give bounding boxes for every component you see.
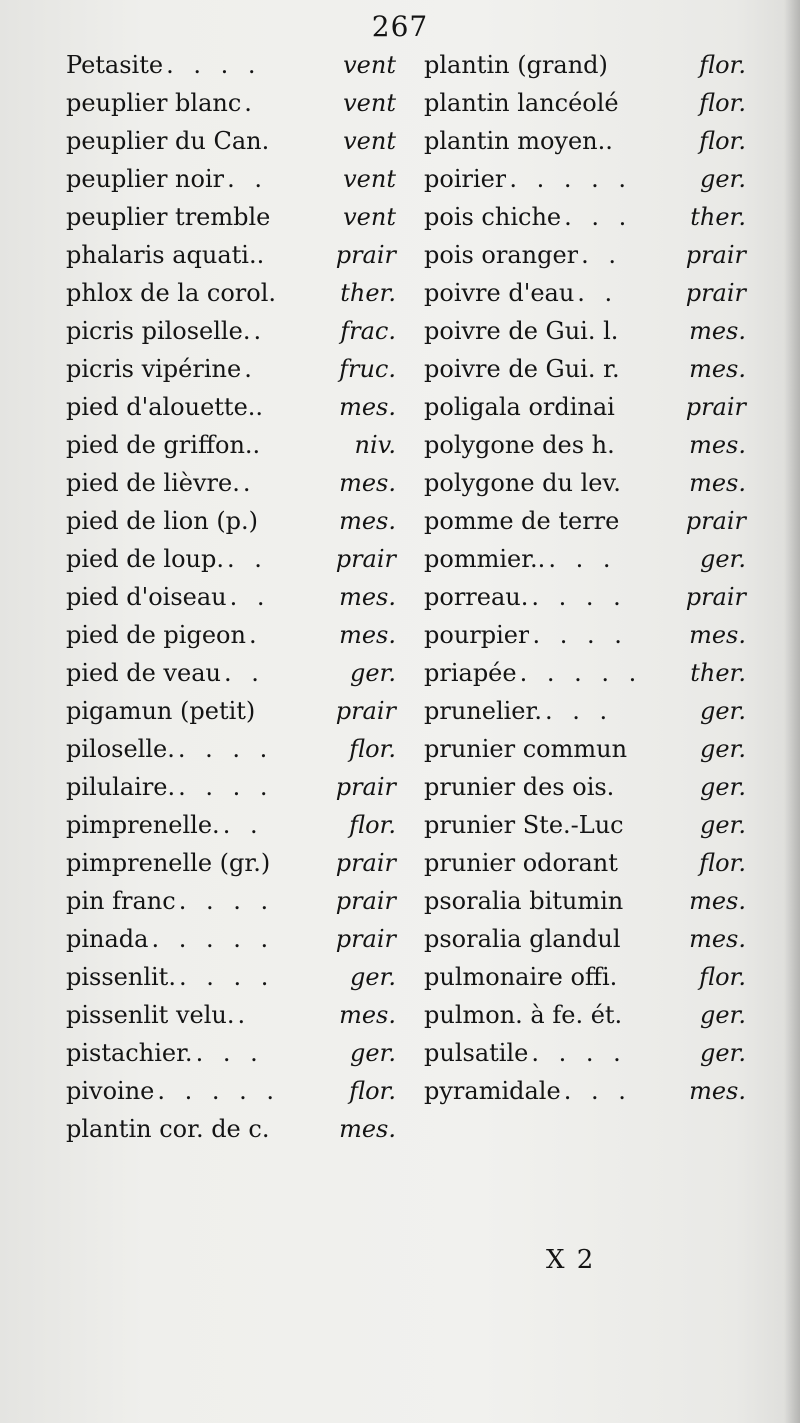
entry-name: pomme de terre: [424, 507, 620, 535]
entry-abbreviation: prair: [335, 849, 396, 877]
entry-abbreviation: mes.: [339, 1001, 396, 1029]
entry-abbreviation: flor.: [349, 735, 396, 763]
dot-leader: . . . .: [531, 583, 627, 611]
entry-name: peuplier blanc: [66, 89, 242, 117]
entry-abbreviation: prair: [685, 279, 746, 307]
entry-name: pyramidale: [424, 1077, 561, 1105]
entry-abbreviation: ger.: [349, 1039, 396, 1067]
entry-name: pied de lion (p.): [66, 507, 259, 535]
entry-name: pissenlit velu.: [66, 1001, 235, 1029]
index-entry: [66, 502, 396, 540]
entry-abbreviation: mes.: [689, 925, 746, 953]
entry-name: prunier odorant: [424, 849, 618, 877]
entry-abbreviation: ger.: [699, 1039, 746, 1067]
entry-abbreviation: prair: [335, 887, 396, 915]
index-entry: [66, 540, 396, 578]
entry-name: pivoine: [66, 1077, 155, 1105]
entry-name: pied d'alouette..: [66, 393, 264, 421]
dot-leader: . .: [227, 545, 268, 573]
entry-name: pimprenelle.: [66, 811, 220, 839]
index-entry: [424, 654, 746, 692]
dot-leader: . . . .: [532, 621, 628, 649]
entry-abbreviation: prair: [685, 507, 746, 535]
index-entry: [424, 996, 746, 1034]
index-entry: [66, 1034, 396, 1072]
entry-name: pin franc: [66, 887, 176, 915]
entry-abbreviation: mes.: [339, 393, 396, 421]
entry-abbreviation: prair: [335, 925, 396, 953]
entry-abbreviation: vent: [343, 89, 396, 117]
entry-name: peuplier tremble: [66, 203, 271, 231]
dot-leader: . . . . .: [519, 659, 643, 687]
index-entry: [424, 844, 746, 882]
index-entry: [424, 122, 746, 160]
entry-name: pimprenelle (gr.): [66, 849, 271, 877]
index-entry: [424, 920, 746, 958]
entry-name: pulsatile: [424, 1039, 529, 1067]
entry-abbreviation: mes.: [689, 355, 746, 383]
entry-name: phlox de la corol.: [66, 279, 277, 307]
index-entry: [66, 388, 396, 426]
entry-name: plantin moyen..: [424, 127, 613, 155]
index-entry: [424, 616, 746, 654]
entry-abbreviation: vent: [343, 165, 396, 193]
entry-abbreviation: mes.: [689, 621, 746, 649]
entry-abbreviation: mes.: [339, 1115, 396, 1143]
entry-abbreviation: flor.: [699, 963, 746, 991]
index-entry: [66, 122, 396, 160]
entry-abbreviation: ther.: [690, 203, 746, 231]
entry-abbreviation: ger.: [699, 697, 746, 725]
index-entry: [424, 540, 746, 578]
dot-leader: . . . .: [178, 963, 275, 991]
entry-name: prunier Ste.-Luc: [424, 811, 624, 839]
entry-abbreviation: vent: [343, 51, 396, 79]
index-entry: [424, 1072, 746, 1110]
index-entry: [66, 958, 396, 996]
entry-name: phalaris aquati..: [66, 241, 265, 269]
dot-leader: . .: [581, 241, 623, 269]
dot-leader: . .: [227, 165, 268, 193]
entry-name: plantin (grand): [424, 51, 608, 79]
entry-abbreviation: prair: [335, 545, 396, 573]
index-entry: [424, 1034, 746, 1072]
entry-abbreviation: mes.: [689, 887, 746, 915]
index-entry: [424, 350, 746, 388]
entry-name: pois oranger: [424, 241, 579, 269]
entry-name: piloselle.: [66, 735, 175, 763]
entry-abbreviation: flor.: [349, 1077, 396, 1105]
dot-leader: . . . .: [178, 887, 275, 915]
signature-mark: X 2: [546, 1245, 596, 1275]
entry-abbreviation: mes.: [339, 469, 396, 497]
entry-name: psoralia glandul: [424, 925, 621, 953]
entry-abbreviation: vent: [343, 127, 396, 155]
entry-abbreviation: mes.: [689, 1077, 746, 1105]
entry-name: pied de griffon..: [66, 431, 261, 459]
index-entry: [66, 692, 396, 730]
index-entry: [66, 464, 396, 502]
index-entry: [66, 160, 396, 198]
index-entry: [424, 426, 746, 464]
entry-abbreviation: mes.: [689, 431, 746, 459]
dot-leader: .: [244, 89, 258, 117]
entry-name: picris vipérine: [66, 355, 242, 383]
entry-name: pois chiche: [424, 203, 562, 231]
index-entry: [66, 996, 396, 1034]
dot-leader: . . . . .: [157, 1077, 281, 1105]
dot-leader: . . . .: [166, 51, 262, 79]
entry-abbreviation: ger.: [349, 963, 396, 991]
entry-abbreviation: mes.: [339, 507, 396, 535]
entry-abbreviation: ger.: [699, 773, 746, 801]
index-entry: [66, 426, 396, 464]
entry-name: priapée: [424, 659, 517, 687]
index-entry: [424, 882, 746, 920]
dot-leader: . . . . .: [509, 165, 632, 193]
entry-name: picris piloselle.: [66, 317, 251, 345]
entry-name: pilulaire.: [66, 773, 176, 801]
index-entry: [66, 198, 396, 236]
dot-leader: . .: [577, 279, 619, 307]
entry-name: plantin cor. de c.: [66, 1115, 270, 1143]
dot-leader: .: [242, 469, 257, 497]
entry-abbreviation: prair: [685, 583, 746, 611]
entry-name: polygone des h.: [424, 431, 615, 459]
entry-name: pinada: [66, 925, 149, 953]
dot-leader: . . .: [195, 1039, 264, 1067]
entry-name: prunelier.: [424, 697, 542, 725]
entry-name: pissenlit.: [66, 963, 176, 991]
entry-name: pied de pigeon: [66, 621, 246, 649]
dot-leader: . . .: [564, 203, 633, 231]
entry-name: prunier des ois.: [424, 773, 615, 801]
index-entry: [66, 730, 396, 768]
entry-name: pied de veau: [66, 659, 221, 687]
entry-name: pommier..: [424, 545, 546, 573]
entry-abbreviation: ger.: [699, 165, 746, 193]
entry-abbreviation: flor.: [699, 51, 746, 79]
index-entry: [66, 274, 396, 312]
index-entry: [66, 844, 396, 882]
dot-leader: . .: [229, 583, 271, 611]
entry-name: pied de lièvre.: [66, 469, 240, 497]
entry-name: porreau.: [424, 583, 529, 611]
entry-name: poligala ordinai: [424, 393, 615, 421]
entry-name: poivre de Gui. l.: [424, 317, 619, 345]
entry-name: pigamun (petit): [66, 697, 256, 725]
index-entry: [424, 46, 746, 84]
dot-leader: . . . .: [177, 735, 274, 763]
dot-leader: . . .: [548, 545, 617, 573]
entry-abbreviation: ger.: [699, 735, 746, 763]
dot-leader: .: [253, 317, 268, 345]
entry-abbreviation: mes.: [339, 583, 396, 611]
entry-abbreviation: flor.: [699, 89, 746, 117]
entry-abbreviation: ger.: [699, 1001, 746, 1029]
entry-name: pistachier.: [66, 1039, 193, 1067]
dot-leader: . . .: [563, 1077, 632, 1105]
entry-abbreviation: fruc.: [339, 355, 396, 383]
index-entry: [66, 578, 396, 616]
dot-leader: .: [248, 621, 263, 649]
entry-abbreviation: mes.: [339, 621, 396, 649]
page-number: 267: [371, 10, 429, 43]
index-entry: [66, 806, 396, 844]
entry-name: pourpier: [424, 621, 530, 649]
index-entry: [424, 692, 746, 730]
entry-name: poivre de Gui. r.: [424, 355, 620, 383]
index-entry: [424, 198, 746, 236]
entry-abbreviation: ger.: [699, 545, 746, 573]
entry-name: peuplier du Can.: [66, 127, 270, 155]
index-entry: [424, 464, 746, 502]
entry-abbreviation: ger.: [699, 811, 746, 839]
index-entry: [66, 882, 396, 920]
entry-abbreviation: flor.: [699, 849, 746, 877]
index-entry: [66, 350, 396, 388]
index-entry: [424, 274, 746, 312]
index-entry: [66, 46, 396, 84]
entry-abbreviation: prair: [685, 393, 746, 421]
index-entry: [66, 920, 396, 958]
index-entry: [66, 84, 396, 122]
index-entry: [66, 1110, 396, 1148]
entry-name: plantin lancéolé: [424, 89, 619, 117]
index-entry: [424, 806, 746, 844]
right-column: [424, 46, 746, 1110]
index-entry: [66, 616, 396, 654]
entry-abbreviation: prair: [335, 241, 396, 269]
entry-abbreviation: niv.: [354, 431, 396, 459]
dot-leader: . . . . .: [151, 925, 275, 953]
index-entry: [424, 312, 746, 350]
entry-name: psoralia bitumin: [424, 887, 624, 915]
index-entry: [424, 730, 746, 768]
entry-abbreviation: prair: [685, 241, 746, 269]
dot-leader: . .: [223, 659, 265, 687]
entry-name: prunier commun: [424, 735, 628, 763]
index-entry: [66, 312, 396, 350]
index-entry: [424, 958, 746, 996]
entry-abbreviation: flor.: [699, 127, 746, 155]
entry-abbreviation: vent: [343, 203, 396, 231]
index-entry: [424, 388, 746, 426]
entry-abbreviation: mes.: [689, 469, 746, 497]
index-entry: [424, 236, 746, 274]
dot-leader: .: [244, 355, 258, 383]
page-edge-shadow: [784, 0, 800, 1423]
entry-abbreviation: flor.: [349, 811, 396, 839]
dot-leader: . . .: [544, 697, 614, 725]
entry-abbreviation: prair: [335, 773, 396, 801]
index-entry: [424, 768, 746, 806]
entry-abbreviation: frac.: [340, 317, 396, 345]
entry-abbreviation: ger.: [349, 659, 396, 687]
entry-name: poirier: [424, 165, 507, 193]
entry-name: pulmon. à fe. ét.: [424, 1001, 623, 1029]
entry-name: pied de loup.: [66, 545, 225, 573]
entry-abbreviation: mes.: [689, 317, 746, 345]
entry-name: poivre d'eau: [424, 279, 575, 307]
entry-name: Petasite: [66, 51, 164, 79]
entry-abbreviation: ther.: [340, 279, 396, 307]
dot-leader: .: [237, 1001, 252, 1029]
index-entry: [424, 578, 746, 616]
entry-name: pulmonaire offi.: [424, 963, 618, 991]
entry-name: polygone du lev.: [424, 469, 621, 497]
left-column: [66, 46, 396, 1148]
entry-name: pied d'oiseau: [66, 583, 227, 611]
index-entry: [424, 502, 746, 540]
index-entry: [66, 654, 396, 692]
entry-abbreviation: ther.: [690, 659, 746, 687]
dot-leader: . . . .: [531, 1039, 627, 1067]
entry-abbreviation: prair: [335, 697, 396, 725]
index-entry: [424, 84, 746, 122]
index-entry: [424, 160, 746, 198]
index-entry: [66, 768, 396, 806]
entry-name: peuplier noir: [66, 165, 225, 193]
dot-leader: . . . .: [178, 773, 274, 801]
index-entry: [66, 1072, 396, 1110]
index-entry: [66, 236, 396, 274]
dot-leader: . .: [222, 811, 264, 839]
